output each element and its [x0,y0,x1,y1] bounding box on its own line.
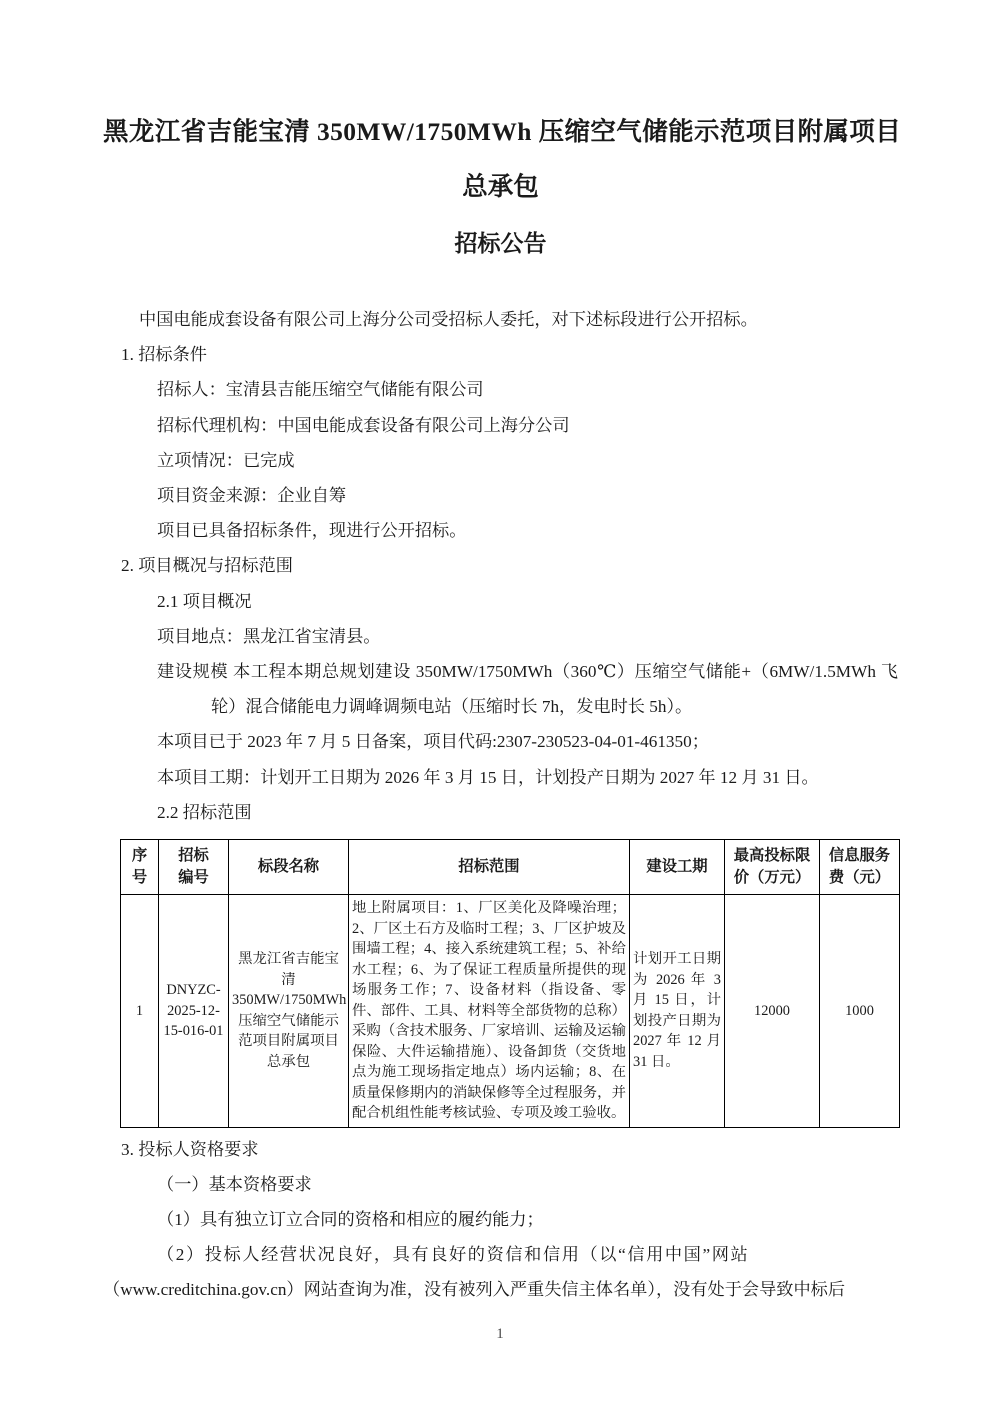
th-section-name: 标段名称 [229,840,349,895]
intro-paragraph: 中国电能成套设备有限公司上海分公司受招标人委托，对下述标段进行公开招标。 [139,310,758,329]
section-2-1-heading: 2.1 项目概况 [157,591,252,611]
th-index-l1: 序 [131,847,148,865]
title-line-1: 黑龙江省吉能宝清 350MW/1750MWh 压缩空气储能示范项目附属项目 [103,117,902,146]
table-header-row [121,840,900,895]
th-scope: 招标范围 [349,840,630,895]
bid-sections-table [120,839,900,1128]
document-body [103,302,898,1308]
section-1-item-4: 项目已具备招标条件，现进行公开招标。 [157,521,467,541]
project-scale: 建设规模 本工程本期总规划建设 350MW/1750MWh（360℃）压缩空气储能+（6MW/1.5MWh 飞轮）混合储能电力调峰调频电站（压缩时长 7h，发电时长 5h）。 [157,662,898,717]
section-3-sub-heading: （一）基本资格要求 [157,1174,312,1194]
th-info-service-fee [820,840,900,895]
th-bid-code-l2: 编号 [178,869,209,887]
th-bid-code-l1: 招标 [178,847,209,865]
section-2-heading: 2. 项目概况与招标范围 [121,556,293,576]
th-info-fee-l1: 信息服务 [828,847,891,865]
section-1-heading: 1. 招标条件 [121,345,207,365]
project-record: 本项目已于 2023 年 7 月 5 日备案，项目代码:2307-230523-04-01-461350； [157,732,709,752]
project-schedule: 本项目工期：计划开工日期为 2026 年 3 月 15 日，计划投产日期为 2027 年 12 月 31 日。 [157,767,819,787]
cell-scope: 地上附属项目：1、厂区美化及降噪治理；2、厂区土石方及临时工程；3、厂区护坡及围墙工程；4、接入系统建筑工程；5、补给水工程；6、为了保证工程质量所提供的现场服务工作；7、设备材料（指设备、零件、部件、工具、材料等全部货物的总称）采购（含技术服务、厂家培训、运输及运输保险、大件运输措施）、设备卸货（交货地点为施工现场指定地点）场内运输；8、在质量保修期内的消缺保修等全过程服务，并配合机组性能考核试验、专项及竣工验收。 [349,895,630,1128]
section-3-item-1: （1）具有独立订立合同的资格和相应的履约能力； [157,1209,544,1229]
section-1-item-1: 招标代理机构：中国电能成套设备有限公司上海分公司 [157,415,570,435]
th-bid-code [159,840,229,895]
table-row [121,895,900,1128]
section-3-heading: 3. 投标人资格要求 [121,1139,259,1159]
th-index [121,840,159,895]
cell-construction-period: 计划开工日期为 2026 年 3 月 15 日，计划投产日期为 2027 年 12 月 31 日。 [630,895,725,1128]
th-max-bid-price [725,840,820,895]
cell-section-name: 黑龙江省吉能宝清350MW/1750MWh压缩空气储能示范项目附属项目总承包 [229,895,349,1128]
document-subtitle: 招标公告 [454,231,547,256]
section-3-item-2-line-1: （2）投标人经营状况良好，具有良好的资信和信用（以“信用中国”网站 [157,1245,750,1265]
page-number: 1 [496,1326,504,1342]
section-3-item-2-line-2: （www.creditchina.gov.cn）网站查询为准，没有被列入严重失信主体名单），没有处于会导致中标后 [103,1280,846,1300]
th-max-bid-price-l1: 最高投标限 [733,847,811,865]
cell-index: 1 [121,895,159,1128]
project-location: 项目地点：黑龙江省宝清县。 [157,626,381,646]
th-index-l2: 号 [131,869,148,887]
cell-info-service-fee: 1000 [820,895,900,1128]
th-info-fee-l2: 费（元） [828,869,891,887]
title-line-2: 总承包 [462,172,539,201]
section-2-2-heading: 2.2 招标范围 [157,802,252,822]
document-title [103,104,902,272]
section-1-item-2: 立项情况：已完成 [157,450,295,470]
section-1-item-0: 招标人：宝清县吉能压缩空气储能有限公司 [157,380,484,400]
th-max-bid-price-l2: 价（万元） [733,869,811,887]
document-content [103,104,902,1308]
section-1-item-3: 项目资金来源：企业自筹 [157,486,347,506]
cell-max-bid-price: 12000 [725,895,820,1128]
cell-bid-code: DNYZC-2025-12-15-016-01 [159,895,229,1128]
th-construction-period: 建设工期 [630,840,725,895]
